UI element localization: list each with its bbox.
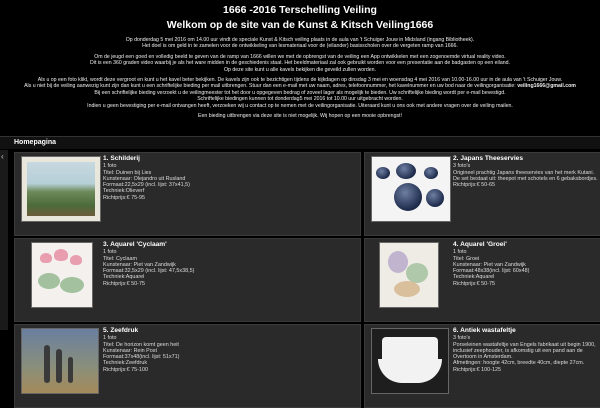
contact-email-link[interactable]: veiling1666@gmail.com xyxy=(517,83,576,90)
intro-p2b: Dit is een 360 graden video waarbij je als het ware midden in de geschiedenis staat. Het beeldmateriaal zal ook gebruikt worden voor een presentatie aan de badgasten op een eiland. xyxy=(90,60,510,67)
lot-info xyxy=(453,242,600,287)
lot-card[interactable] xyxy=(14,238,361,322)
lot-card[interactable] xyxy=(14,324,361,408)
lot-photo-schilderij[interactable] xyxy=(21,156,101,222)
intro-p3b: Als u niet bij de veiling aanwezig kunt zijn dan kunt u een schriftelijke bieding per mail uitbrengen. Stuur dan een e-mail met uw naam, adres, telefoonnummer, het kavelnummer en uw bod naar de veilingorganisatie: xyxy=(24,83,516,90)
lot-line: Richtprijs:€ 50-75 xyxy=(453,280,495,287)
intro-paragraph-1 xyxy=(6,37,594,50)
lot-line: Titel: Groei xyxy=(453,255,480,262)
lot-line: Formaat:48x38(incl. lijst: 60x48) xyxy=(453,268,530,275)
lot-info xyxy=(453,328,600,373)
intro-p3a: Als u op een foto klikt, wordt deze vergroot en kunt u het kavel beter bekijken. De kavels zijn ook te bezichtigen tijdens de kijkdagen op dinsdag 3 mei en woensdag 4 mei 2016 van 10.00-16.00 uur in de aula van 't Schuiger Jouw. xyxy=(37,77,563,84)
lot-photo-cyclaam[interactable] xyxy=(31,242,93,308)
lot-line: Techniek:Aquarel xyxy=(453,274,495,281)
lot-line: Titel: Duinen bij Lies xyxy=(103,169,152,176)
lot-line: 3 foto's xyxy=(453,163,471,170)
lot-line: 1 foto xyxy=(103,249,117,256)
homepage-bar xyxy=(0,136,600,149)
intro-p3d: Schriftelijke biedingen kunnen tot donderdag5 mei 2016 tot 10.00 uur uitgebracht worden. xyxy=(197,96,403,103)
lot-line: Techniek:Zeefdruk xyxy=(103,360,148,367)
lot-line: Porseleinen wastafeltje van Engels fabrikaat uit begin 1900, inclusief zeephouder, is afkomstig uit een pand aan de Overtoom in Amsterdam. xyxy=(453,341,596,361)
intro-p1b: Het doel is om geld in te zamelen voor de ontwikkeling van lesmateriaal voor de (eilander) basisscholen over de vergeten ramp van 1666. xyxy=(142,43,458,50)
lot-info xyxy=(103,242,353,287)
lot-title[interactable]: 5. Zeefdruk xyxy=(103,327,139,334)
intro-p2c: Op deze site kunt u alle kavels bekijken die geveild zullen worden. xyxy=(224,66,376,73)
lot-title[interactable]: 4. Aquarel 'Groei' xyxy=(453,241,507,248)
lot-line: Titel: De horizon komt geen heit xyxy=(103,341,179,348)
site-title: 1666 -2016 Terschelling Veiling xyxy=(223,4,377,16)
lot-info xyxy=(103,328,353,373)
lot-card[interactable] xyxy=(364,324,600,408)
lot-card[interactable] xyxy=(364,152,600,236)
lot-line: 1 foto xyxy=(453,249,467,256)
lot-info xyxy=(103,156,353,201)
lot-line: Titel: Cyclaam xyxy=(103,255,137,262)
lot-card[interactable] xyxy=(14,152,361,236)
lot-title[interactable]: 1. Schilderij xyxy=(103,155,141,162)
intro-p2a: Om de jeugd een goed en volledig beeld te geven van de ramp van 1666 willen we met de opbrengst van de veiling een App ontwikkelen met een zogenoemde virtual reality video. xyxy=(94,53,506,60)
lot-line: Kunstenaar: Olejandro uit Rusland xyxy=(103,175,186,182)
intro-section xyxy=(0,0,600,119)
lot-line: Techniek:Olieverf xyxy=(103,188,145,195)
intro-p3e: Indien u geen bevestiging per e-mail ontvangen heeft, verzoeken wij u contact op te nemen met de veilingorganisatie. Uiteraard kunt u ons ook met andere vragen over de veiling mailen. xyxy=(87,102,513,109)
lot-line: 1 foto xyxy=(103,163,117,170)
lot-photo-zeefdruk[interactable] xyxy=(21,328,99,394)
homepage-label[interactable]: Homepagina xyxy=(14,139,57,146)
lot-line: 3 foto's xyxy=(453,335,471,342)
lot-info xyxy=(453,156,600,188)
intro-paragraph-4: Een bieding uitbrengen via deze site is niet mogelijk. Wij hopen op een mooie opbrengst! xyxy=(198,113,402,120)
chevron-left-icon: ‹ xyxy=(1,152,4,161)
lot-line: 1 foto xyxy=(103,335,117,342)
lot-photo-groei[interactable] xyxy=(379,242,439,308)
lot-line: Kunstenaar: Piet van Zandwijk xyxy=(453,261,526,268)
lot-line: Kunstenaar: Piet van Zandwijk xyxy=(103,261,176,268)
lot-line: Formaat:37x48(incl. lijst: 51x71) xyxy=(103,354,180,361)
lot-title[interactable]: 2. Japans Theeservies xyxy=(453,155,524,162)
left-scroll-handle[interactable] xyxy=(0,150,8,330)
lot-line: Richtprijs:€ 75-95 xyxy=(103,194,145,201)
lot-line: Richtprijs:€ 100-125 xyxy=(453,366,501,373)
lot-line: Techniek:Aquarel xyxy=(103,274,145,281)
lot-line: Richtprijs:€ 50-65 xyxy=(453,182,495,189)
lot-photo-wastafel[interactable] xyxy=(371,328,449,394)
lot-line: Formaat:32,5x29 (incl. lijst: 47,5x38,5) xyxy=(103,268,195,275)
lot-photo-theeservies[interactable] xyxy=(371,156,451,222)
intro-paragraph-3 xyxy=(6,77,594,109)
lot-line: Richtprijs:€ 50-75 xyxy=(103,280,145,287)
lot-title[interactable]: 6. Antiek wastafeltje xyxy=(453,327,516,334)
welcome-heading: Welkom op de site van de Kunst & Kitsch Veiling1666 xyxy=(166,19,434,31)
lot-line: Afmetingen: hoogte 42cm, breedte 40cm, diepte 27cm. xyxy=(453,360,585,367)
lot-line: Formaat:22,5x29 (incl. lijst: 37x41,5) xyxy=(103,182,190,189)
lot-line: Origineel prachtig Japans theeservies van het merk Kutani. De set bestaat uit: theepot met schotels en 6 gebaksbordjes. xyxy=(453,169,598,182)
lot-title[interactable]: 3. Aquarel 'Cyclaam' xyxy=(103,241,167,248)
intro-p1a: Op donderdag 5 mei 2016 om 14.00 uur vindt de speciale Kunst & Kitsch veiling plaats in de aula van 't Schuiger Jouw in Midsland (ingang Bibliotheek). xyxy=(125,37,475,43)
lot-line: Kunstenaar: Rein Post xyxy=(103,347,157,354)
lot-card[interactable] xyxy=(364,238,600,322)
intro-p3c: Bij een schriftelijke bieding verzoekt u de veilingmeester tot het door u opgegeven bedrag of zoveel lager als mogelijk te bieden. Uw schriftelijke bieding wordt per e-mail bevestigd. xyxy=(94,89,506,96)
intro-paragraph-2 xyxy=(6,54,594,73)
lot-line: Richtprijs:€ 75-100 xyxy=(103,366,148,373)
